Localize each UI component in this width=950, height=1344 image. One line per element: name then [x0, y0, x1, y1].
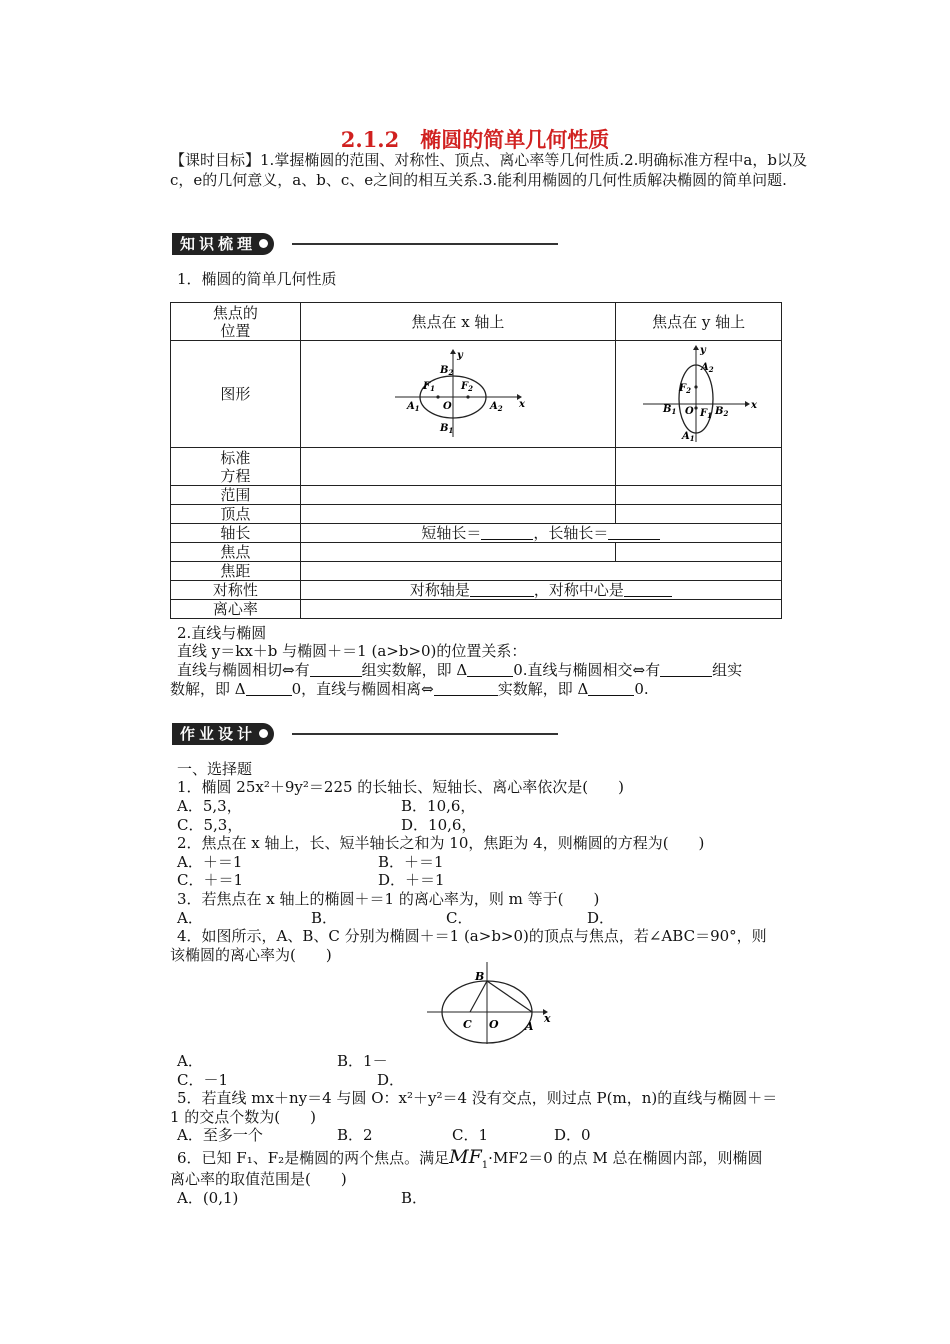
q2-option-d: D．＋＝1 [378, 871, 445, 889]
q4-option-b: B．1－ [337, 1052, 388, 1070]
section-header-knowledge [172, 233, 558, 255]
q3-option-a: A． [177, 909, 203, 927]
q4-stem-2: 该椭圆的离心率为( ) [170, 946, 332, 964]
item2-line2: 直线与椭圆相切⇔有 组实数解，即 Δ 0.直线与椭圆相交⇔有 组实 [177, 661, 743, 679]
row-symmetry-label: 对称性 [171, 581, 301, 600]
q3-option-c: C． [446, 909, 473, 927]
label-B2: $B_2$ [439, 365, 454, 377]
label-A1: $A_1$ [681, 431, 695, 443]
row-vertex-label: 顶点 [171, 505, 301, 524]
q1-option-b: B．10,6， [401, 797, 476, 815]
item1-title: 1．椭圆的简单几何性质 [177, 270, 337, 288]
q4-option-d: D． [377, 1071, 405, 1089]
section-label: 作业设计 [172, 723, 274, 745]
equation-x-cell [300, 448, 615, 486]
q3-option-b: B． [311, 909, 338, 927]
label-x: x [750, 400, 757, 411]
q6-stem-1: 6．已知 F₁、F₂是椭圆的两个焦点。满足$MF_1\cdot MF2=0$ 的点 M 总在椭圆内部，则椭圆 [177, 1146, 763, 1171]
label-x: x [518, 399, 525, 410]
label-B1: $B_1$ [662, 404, 676, 416]
label-A1: $A_1$ [406, 401, 420, 413]
goal-text: 1.掌握椭圆的范围、对称性、顶点、离心率等几何性质.2.明确标准方程中a，b以及c，e的几何意义，a、b、c、e之间的相互关系.3.能利用椭圆的几何性质解决椭圆的简单问题. [170, 151, 807, 189]
label-A: A [525, 1020, 534, 1033]
page-title: 2.1.2 椭圆的简单几何性质 [340, 127, 610, 152]
q4-option-a: A． [177, 1052, 203, 1070]
label-B: B [475, 970, 485, 983]
row-figure-label: 图形 [171, 341, 301, 448]
q1-option-d: D．10,6， [401, 816, 477, 834]
row-range-label: 范围 [171, 486, 301, 505]
q4-ellipse-figure [425, 960, 555, 1045]
label-A2: $A_2$ [489, 401, 503, 413]
label-F2: $F_2$ [678, 383, 691, 395]
q6-option-b: B． [401, 1189, 428, 1207]
lesson-goal [170, 150, 810, 190]
q4-stem-1: 4．如图所示，A、B、C 分别为椭圆＋＝1 (a>b>0)的顶点与焦点，若∠ABC＝90°，则 [177, 927, 767, 945]
q5-option-d: D．0 [554, 1126, 591, 1144]
q4-option-c: C．－1 [177, 1071, 229, 1089]
equation-y-cell [616, 448, 782, 486]
label-y: y [699, 345, 706, 356]
header-focus-y: 焦点在 y 轴上 [616, 303, 782, 341]
q2-option-b: B．＋＝1 [378, 853, 444, 871]
row-axis-label: 轴长 [171, 524, 301, 543]
q5-option-a: A．至多一个 [177, 1126, 263, 1144]
axis-length-cell: 短轴长＝ ，长轴长＝ [300, 524, 781, 543]
q5-stem-1: 5．若直线 mx＋ny＝4 与圆 O：x²＋y²＝4 没有交点，则过点 P(m，n)的直线与椭圆＋＝ [177, 1089, 778, 1107]
row-equation-label: 标准方程 [171, 448, 301, 486]
q2-option-c: C．＋＝1 [177, 871, 244, 889]
label-F1: $F_1$ [422, 381, 435, 393]
label-x: x [544, 1012, 551, 1025]
header-focus-position: 焦点的位置 [171, 303, 301, 341]
part1-title: 一、选择题 [177, 760, 253, 778]
q6-stem-2: 离心率的取值范围是( ) [170, 1170, 347, 1188]
q2-option-a: A．＋＝1 [177, 853, 243, 871]
q3-option-d: D． [587, 909, 615, 927]
segment-BC [470, 981, 487, 1012]
label-F2: $F_2$ [460, 381, 473, 393]
label-O: O [489, 1018, 499, 1031]
q5-option-c: C．1 [452, 1126, 489, 1144]
section-label: 知识梳理 [172, 233, 274, 255]
row-focus-label: 焦点 [171, 543, 301, 562]
q3-stem: 3．若焦点在 x 轴上的椭圆＋＝1 的离心率为，则 m 等于( ) [177, 890, 600, 908]
label-O: O [684, 406, 694, 417]
q6-option-a: A．(0,1) [177, 1189, 239, 1207]
label-O: O [442, 401, 452, 412]
item2-line1: 直线 y＝kx＋b 与椭圆＋＝1 (a>b>0)的位置关系： [177, 642, 527, 660]
label-F1: $F_1$ [699, 408, 712, 420]
q2-stem: 2．焦点在 x 轴上，长、短半轴长之和为 10，焦距为 4，则椭圆的方程为( ) [177, 834, 705, 852]
ellipse-y-figure [639, 344, 759, 444]
q5-option-b: B．2 [337, 1126, 373, 1144]
label-y: y [456, 350, 463, 361]
ellipse-x-figure [393, 349, 523, 439]
label-B1: $B_1$ [439, 423, 454, 435]
q1-option-c: C．5,3， [177, 816, 243, 834]
figure-y-cell [616, 341, 782, 448]
figure-x-cell [300, 341, 615, 448]
header-focus-x: 焦点在 x 轴上 [300, 303, 615, 341]
label-B2: $B_2$ [714, 406, 728, 418]
q1-option-a: A．5,3， [177, 797, 242, 815]
section-header-homework [172, 723, 558, 745]
row-ecc-label: 离心率 [171, 600, 301, 619]
item2-line3: 数解，即 Δ 0，直线与椭圆相离⇔ 实数解，即 Δ 0. [170, 680, 649, 698]
symmetry-cell: 对称轴是 ，对称中心是 [300, 581, 781, 600]
row-focal-label: 焦距 [171, 562, 301, 581]
q5-stem-2: 1 的交点个数为( ) [170, 1108, 317, 1126]
goal-tag: 【课时目标】 [170, 151, 261, 169]
label-C: C [463, 1018, 472, 1031]
q1-stem: 1．椭圆 25x²＋9y²＝225 的长轴长、短轴长、离心率依次是( ) [177, 778, 625, 796]
item2-title: 2.直线与椭圆 [177, 624, 267, 642]
label-A2: $A_2$ [700, 362, 714, 374]
ellipse-properties-table [170, 302, 782, 619]
